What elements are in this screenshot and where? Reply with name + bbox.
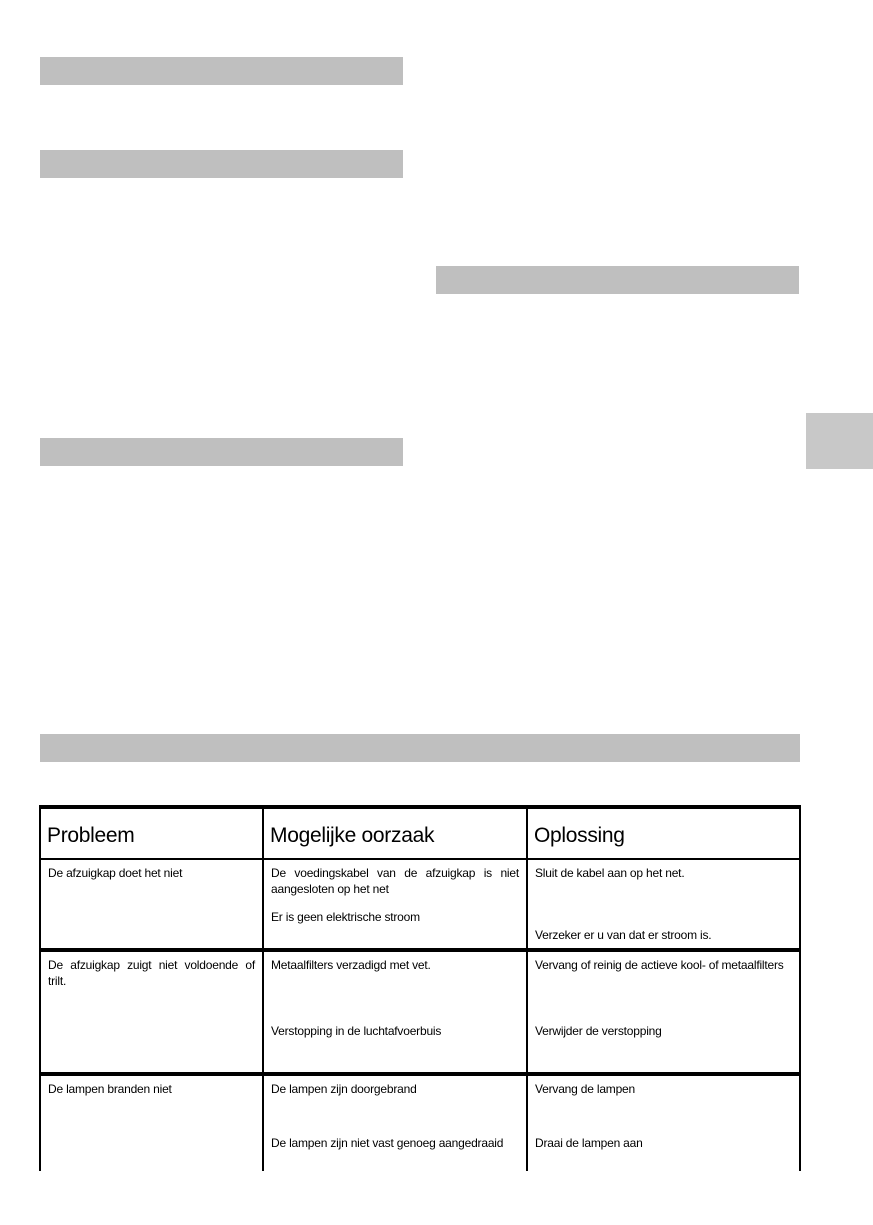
problem-text: De lampen branden niet xyxy=(48,1082,172,1096)
table-row xyxy=(40,950,800,1074)
header-cause: Mogelijke oorzaak xyxy=(263,807,527,859)
solution-text: Verzeker er u van dat er stroom is. xyxy=(535,928,712,942)
solution-cell xyxy=(527,950,800,1074)
solution-text: Vervang of reinig de actieve kool- of metaalfilters xyxy=(535,958,784,972)
cause-text: Er is geen elektrische stroom xyxy=(271,910,420,924)
table-header-row xyxy=(40,807,800,859)
header-solution: Oplossing xyxy=(527,807,800,859)
solution-cell xyxy=(527,1074,800,1171)
solution-text: Sluit de kabel aan op het net. xyxy=(535,866,685,880)
problem-cell xyxy=(40,1074,263,1171)
section-bar-2 xyxy=(40,150,403,178)
section-bar-3 xyxy=(436,266,799,294)
cause-cell xyxy=(263,950,527,1074)
problem-text: De afzuigkap doet het niet xyxy=(48,866,183,880)
cause-text: De lampen zijn niet vast genoeg aangedraaid xyxy=(271,1136,504,1150)
section-bar-wide xyxy=(40,734,800,762)
section-bar-1 xyxy=(40,57,403,85)
problem-text: De afzuigkap zuigt niet voldoende of trilt. xyxy=(48,958,255,988)
table-row xyxy=(40,1074,800,1171)
header-problem: Probleem xyxy=(40,807,263,859)
section-bar-4 xyxy=(40,438,403,466)
solution-text: Verwijder de verstopping xyxy=(535,1024,662,1038)
solution-cell xyxy=(527,859,800,950)
problem-cell xyxy=(40,950,263,1074)
cause-cell xyxy=(263,859,527,950)
cause-cell xyxy=(263,1074,527,1171)
solution-text: Draai de lampen aan xyxy=(535,1136,643,1150)
troubleshooting-table xyxy=(39,805,801,1171)
side-tab xyxy=(806,413,873,469)
solution-text: Vervang de lampen xyxy=(535,1082,636,1096)
problem-cell xyxy=(40,859,263,950)
cause-text: De voedingskabel van de afzuigkap is niet aangesloten op het net xyxy=(271,866,519,896)
cause-text: De lampen zijn doorgebrand xyxy=(271,1082,417,1096)
table-row xyxy=(40,859,800,950)
cause-text: Metaalfilters verzadigd met vet. xyxy=(271,958,431,972)
cause-text: Verstopping in de luchtafvoerbuis xyxy=(271,1024,442,1038)
